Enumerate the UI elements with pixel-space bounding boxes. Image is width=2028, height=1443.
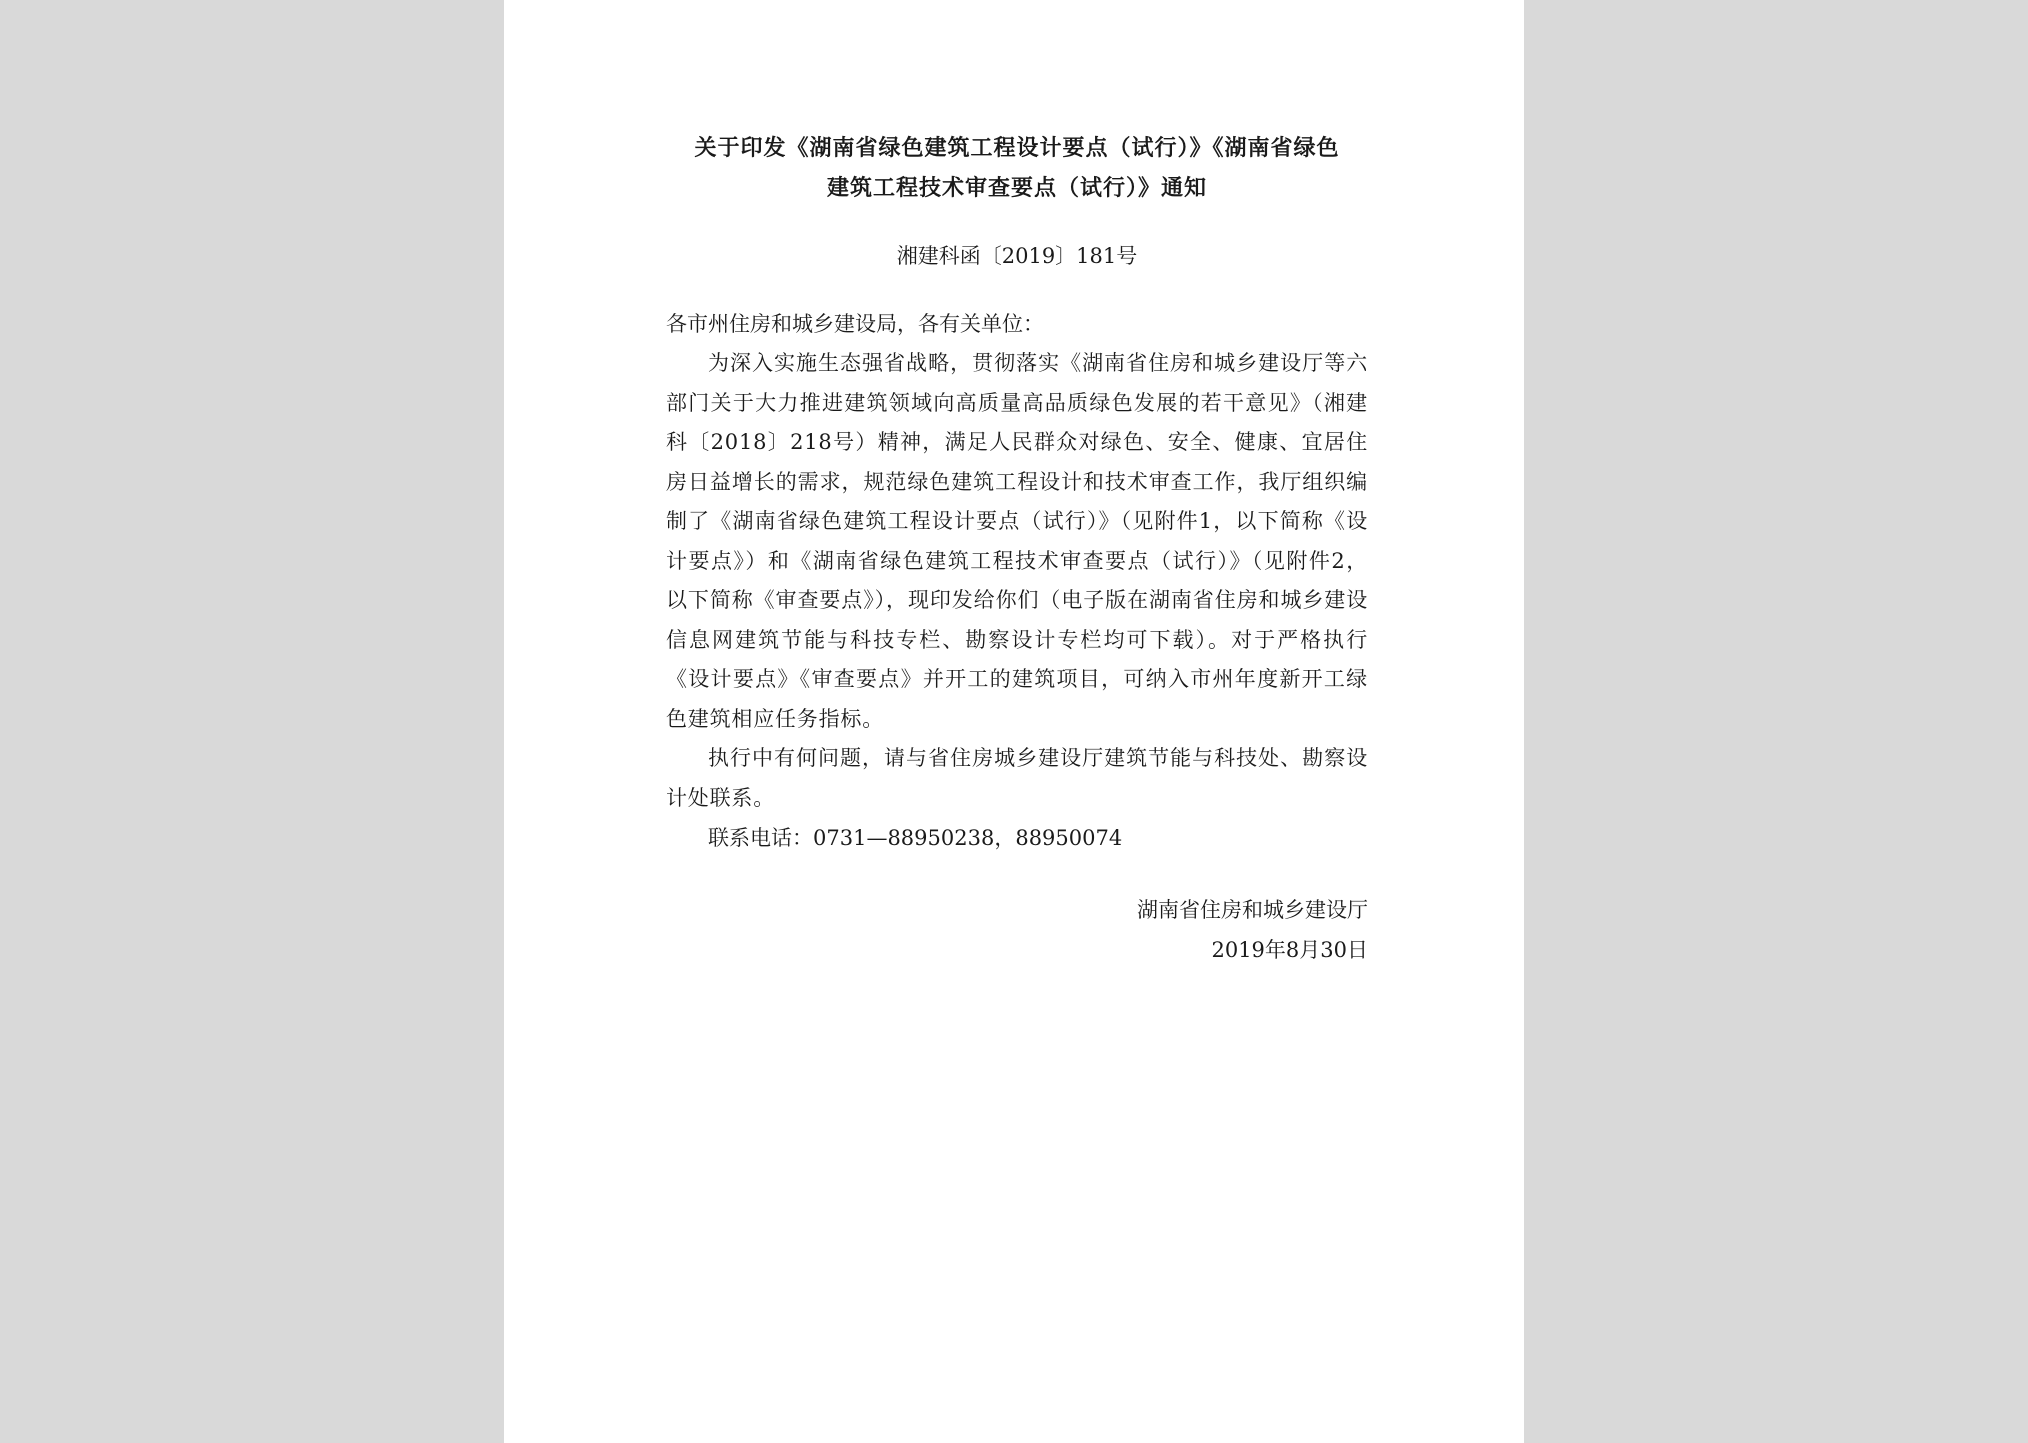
document-number: 湘建科函〔2019〕181号 [896,244,1138,268]
body-paragraph-2: 执行中有何问题，请与省住房城乡建设厅建筑节能与科技处、勘察设计处联系。 [666,746,1368,810]
document-title [666,128,1368,208]
signature-date: 2019年8月30日 [1211,938,1368,962]
document-page [504,0,1524,1443]
signature-block [1137,890,1368,970]
signature-organization: 湖南省住房和城乡建设厅 [1137,898,1368,922]
title-line-2: 建筑工程技术审查要点（试行）》通知 [826,175,1207,201]
title-line-1: 关于印发《湖南省绿色建筑工程设计要点（试行）》《湖南省绿色 [694,135,1340,161]
contact-phone: 联系电话：0731—88950238，88950074 [708,826,1123,850]
body-paragraph-1: 为深入实施生态强省战略，贯彻落实《湖南省住房和城乡建设厅等六部门关于大力推进建筑领域向高质量高品质绿色发展的若干意见》（湘建科〔2018〕218号）精神，满足人民群众对绿色、安全、健康、宜居住房日益增长的需求，规范绿色建筑工程设计和技术审查工作，我厅组织编制了《湖南省绿色建筑工程设计要点（试行）》（见附件1，以下简称《设计要点》）和《湖南省绿色建筑工程技术审查要点（试行）》（见附件2，以下简称《审查要点》），现印发给你们（电子版在湖南省住房和城乡建设信息网建筑节能与科技专栏、勘察设计专栏均可下载）。对于严格执行《设计要点》《审查要点》并开工的建筑项目，可纳入市州年度新开工绿色建筑相应任务指标。 [666,351,1368,731]
salutation: 各市州住房和城乡建设局，各有关单位： [666,312,1044,336]
document-body [666,128,1368,858]
